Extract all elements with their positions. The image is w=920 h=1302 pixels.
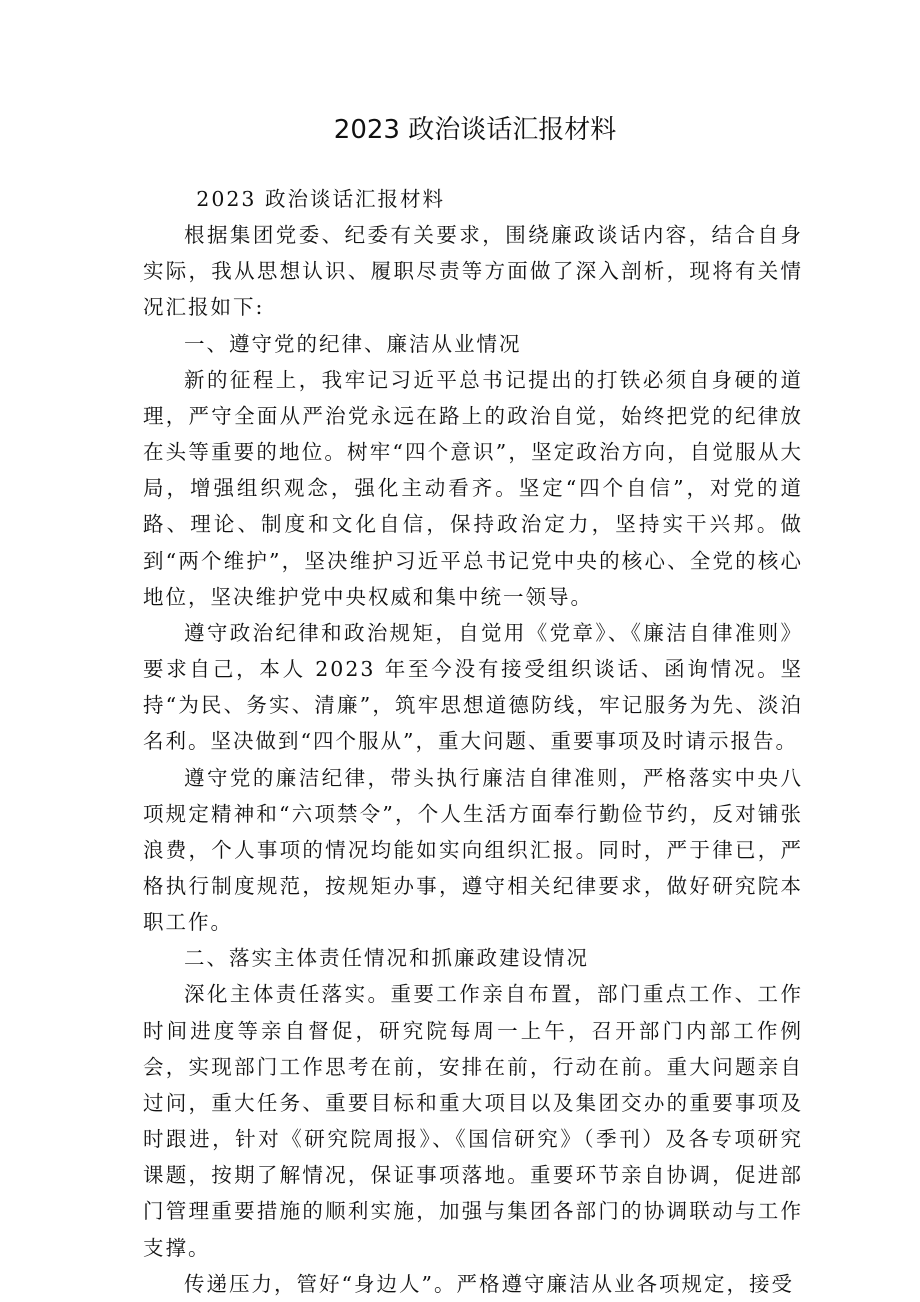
section-heading-2: 二、落实主体责任情况和抓廉政建设情况 <box>184 946 589 971</box>
paragraph-body: 遵守党的廉洁纪律，带头执行廉洁自律准则，严格落实中央八项规定精神和“六项禁令”，个人生活方面奉行勤俭节约，反对铺张浪费，个人事项的情况均能如实向组织汇报。同时，严于律已，严格执行制度规范，按规矩办事，遵守相关纪律要求，做好研究院本职工作。 <box>143 765 803 935</box>
paragraph-intro: 根据集团党委、纪委有关要求，围绕廉政谈话内容，结合自身实际，我从思想认识、履职尽责等方面做了深入剖析，现将有关情况汇报如下: <box>143 223 803 320</box>
section-heading-1: 一、遵守党的纪律、廉洁从业情况 <box>184 331 522 356</box>
document-body <box>143 181 803 1302</box>
paragraph-body: 深化主体责任落实。重要工作亲自布置，部门重点工作、工作时间进度等亲自督促，研究院每周一上午，召开部门内部工作例会，实现部门工作思考在前，安排在前，行动在前。重大问题亲自过问，重大任务、重要目标和重大项目以及集团交办的重要事项及时跟进，针对《研究院周报》、《国信研究》（季刊）及各专项研究课题，按期了解情况，保证事项落地。重要环节亲自协调，促进部门管理重要措施的顺利实施，加强与集团各部门的协调联动与工作支撑。 <box>143 982 803 1260</box>
paragraph-body: 遵守政治纪律和政治规矩，自觉用《党章》、《廉洁自律准则》要求自己，本人 2023 年至今没有接受组织谈话、函询情况。坚持“为民、务实、清廉”，筑牢思想道德防线，牢记服务为先、淡泊名利。坚决做到“四个服从”，重大问题、重要事项及时请示报告。 <box>143 620 803 754</box>
document-title-text: 2023 政治谈话汇报材料 <box>333 115 617 145</box>
document-title <box>0 112 920 148</box>
paragraph-body: 传递压力，管好“身边人”。严格遵守廉洁从业各项规定，接受 <box>184 1271 794 1296</box>
paragraph-subtitle: 2023 政治谈话汇报材料 <box>196 187 445 211</box>
paragraph-body: 新的征程上，我牢记习近平总书记提出的打铁必须自身硬的道理，严守全面从严治党永远在路上的政治自觉，始终把党的纪律放在头等重要的地位。树牢“四个意识”，坚定政治方向，自觉服从大局，增强组织观念，强化主动看齐。坚定“四个自信”，对党的道路、理论、制度和文化自信，保持政治定力，坚持实干兴邦。做到“两个维护”，坚决维护习近平总书记党中央的核心、全党的核心地位，坚决维护党中央权威和集中统一领导。 <box>143 367 803 609</box>
